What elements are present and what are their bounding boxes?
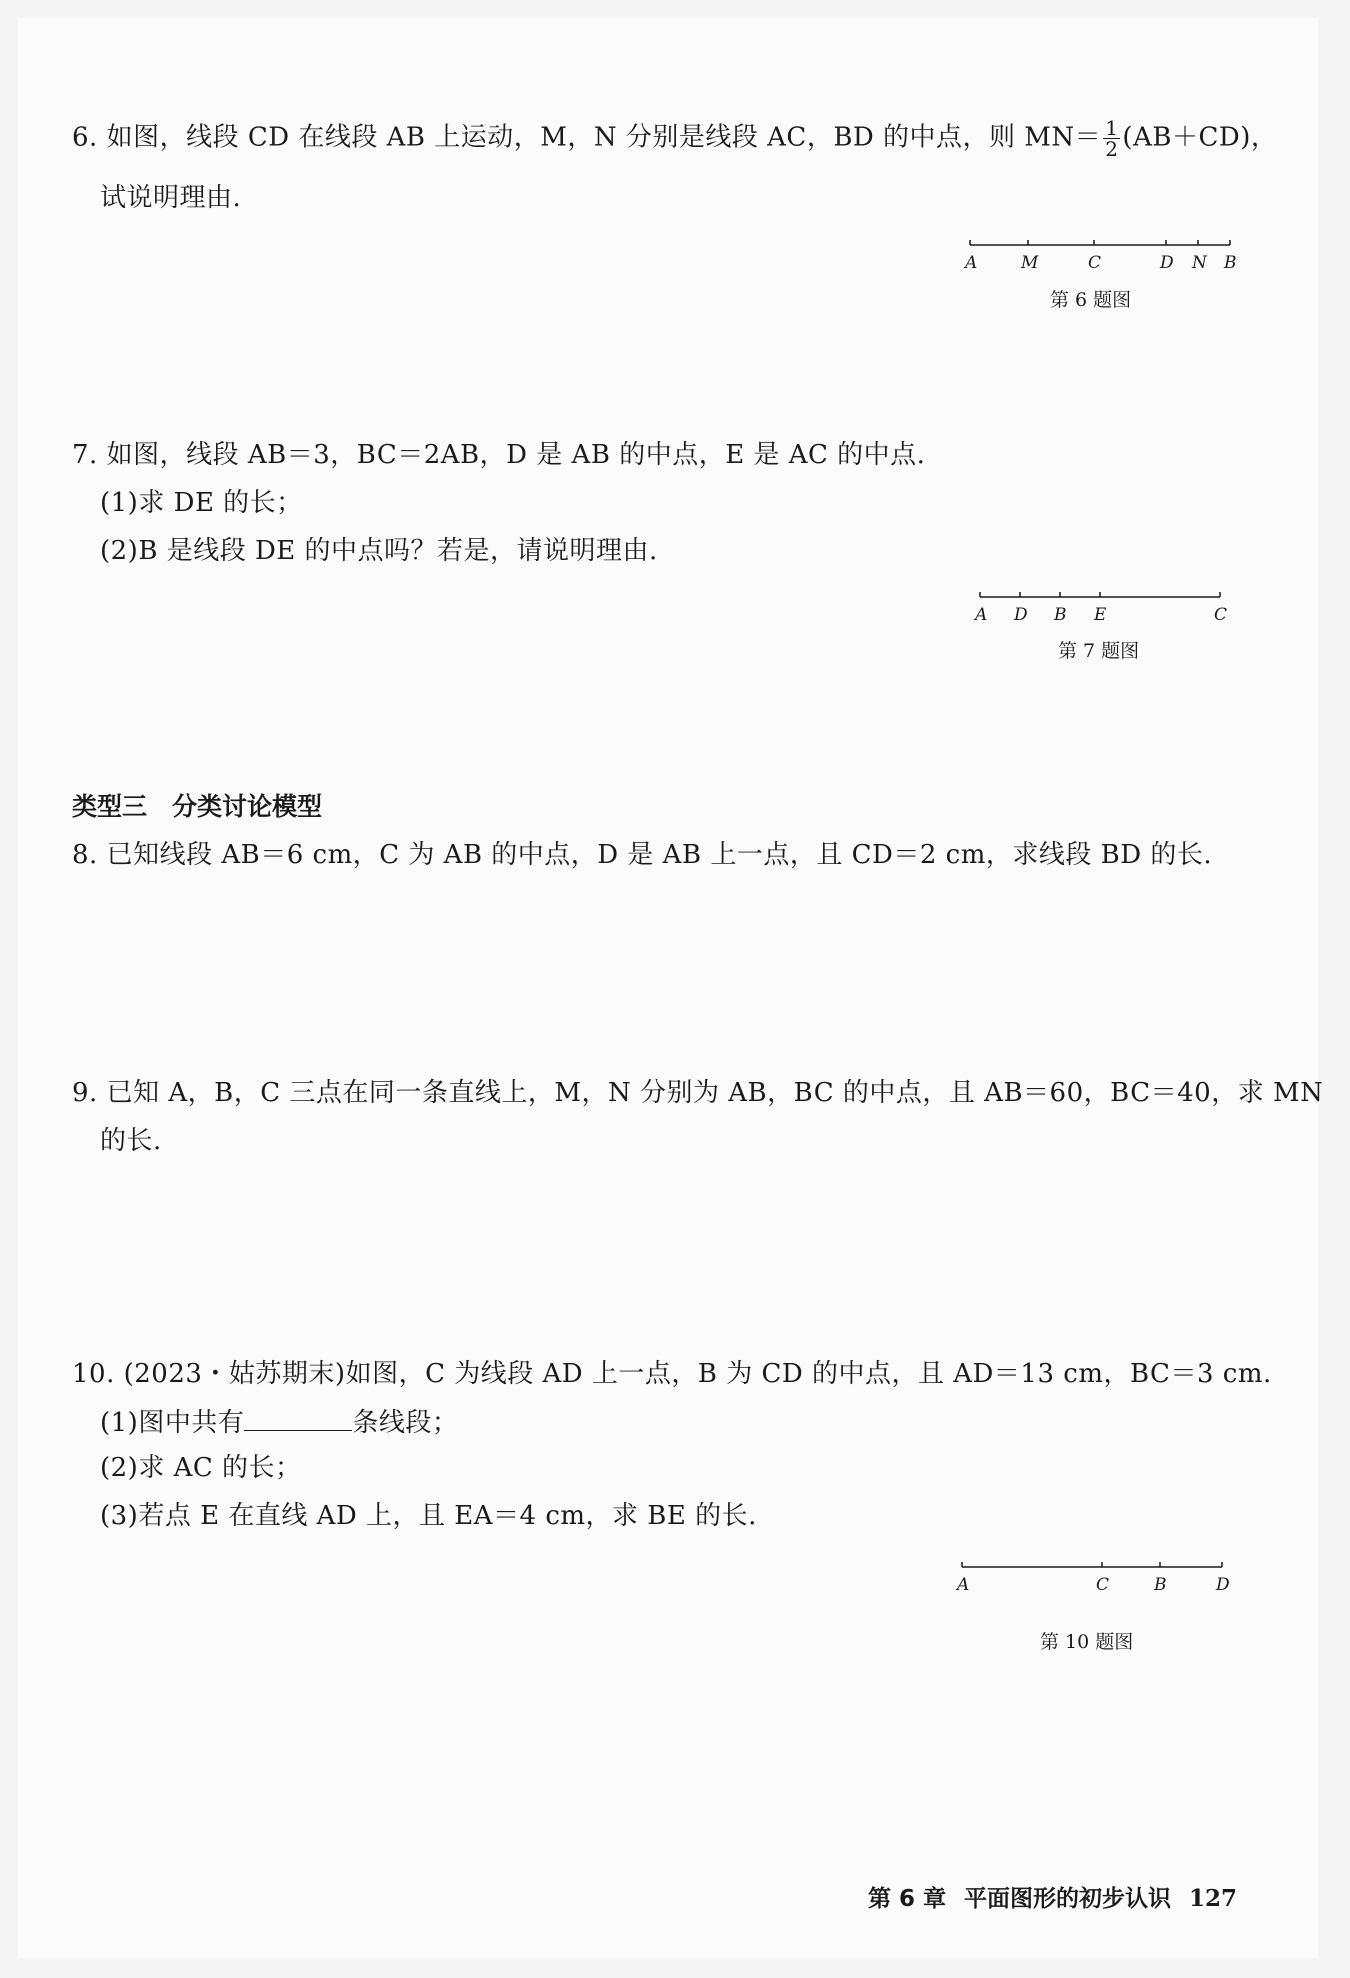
q10-answer-blank[interactable] <box>244 1404 352 1431</box>
q10-line-3: (2)求 AC 的长； <box>100 1453 302 1483</box>
q10-label-d: D <box>1216 1575 1230 1595</box>
q7-label-d: D <box>1014 605 1028 625</box>
q6-figure <box>965 233 1250 283</box>
q10-figure <box>957 1555 1240 1605</box>
q10-label-b: B <box>1154 1575 1167 1595</box>
q6-label-d: D <box>1160 253 1174 273</box>
q10-line-1: 10. (2023・姑苏期末)如图，C 为线段 AD 上一点，B 为 CD 的中点，且 AD＝13 cm，BC＝3 cm. <box>72 1359 1272 1389</box>
q6-label-m: M <box>1021 253 1039 273</box>
q8-line-1: 8. 已知线段 AB＝6 cm，C 为 AB 的中点，D 是 AB 上一点，且 CD＝2 cm，求线段 BD 的长. <box>72 840 1213 870</box>
q7-label-b: B <box>1054 605 1067 625</box>
worksheet-page <box>18 18 1324 1958</box>
q6-segment-diagram <box>965 233 1250 279</box>
q6-figure-caption: 第 6 题图 <box>1050 289 1132 311</box>
q6-label-a: A <box>965 253 978 273</box>
q10-line-2-text-before: (1)图中共有 <box>100 1408 245 1438</box>
q6-fraction <box>1103 118 1120 159</box>
page-footer <box>868 1884 1237 1914</box>
q6-line-2: 试说明理由. <box>100 183 242 213</box>
q10-line-2-text-after: 条线段； <box>352 1408 459 1438</box>
q7-line-2: (1)求 DE 的长； <box>100 488 303 518</box>
q6-fraction-numerator: 1 <box>1105 116 1119 140</box>
q7-line-1: 7. 如图，线段 AB＝3，BC＝2AB，D 是 AB 的中点，E 是 AC 的中点. <box>72 440 926 470</box>
q6-label-n: N <box>1192 253 1207 273</box>
q7-label-a: A <box>975 605 988 625</box>
q10-line-2 <box>100 1404 458 1440</box>
q9-line-2: 的长. <box>100 1126 162 1156</box>
q6-text-before-fraction: 6. 如图，线段 CD 在线段 AB 上运动，M，N 分别是线段 AC，BD 的中点，则 MN＝ <box>72 122 1102 153</box>
q9-line-1: 9. 已知 A，B，C 三点在同一条直线上，M，N 分别为 AB，BC 的中点，且 AB＝60，BC＝40，求 MN <box>72 1078 1324 1108</box>
page-number: 127 <box>1189 1885 1238 1912</box>
q6-label-b: B <box>1224 253 1237 273</box>
q6-label-c: C <box>1088 253 1102 273</box>
section-heading: 类型三 分类讨论模型 <box>72 792 323 821</box>
q6-fraction-denominator: 2 <box>1105 137 1119 161</box>
q6-line-1 <box>72 118 1277 159</box>
q10-line-4: (3)若点 E 在直线 AD 上，且 EA＝4 cm，求 BE 的长. <box>100 1501 757 1531</box>
q7-figure-caption: 第 7 题图 <box>1058 640 1140 662</box>
footer-chapter: 第 6 章 <box>868 1886 947 1912</box>
q7-label-c: C <box>1214 605 1228 625</box>
footer-chapter-title: 平面图形的初步认识 <box>964 1886 1172 1912</box>
q7-label-e: E <box>1094 605 1107 625</box>
q7-segment-diagram <box>975 585 1248 631</box>
q10-figure-caption: 第 10 题图 <box>1040 1631 1134 1653</box>
q7-figure <box>975 585 1248 635</box>
q6-text-after-fraction: (AB＋CD)， <box>1122 122 1278 153</box>
q10-label-a: A <box>957 1575 970 1595</box>
q10-label-c: C <box>1096 1575 1110 1595</box>
q10-segment-diagram <box>957 1555 1240 1601</box>
q7-line-3: (2)B 是线段 DE 的中点吗？若是，请说明理由. <box>100 536 658 566</box>
